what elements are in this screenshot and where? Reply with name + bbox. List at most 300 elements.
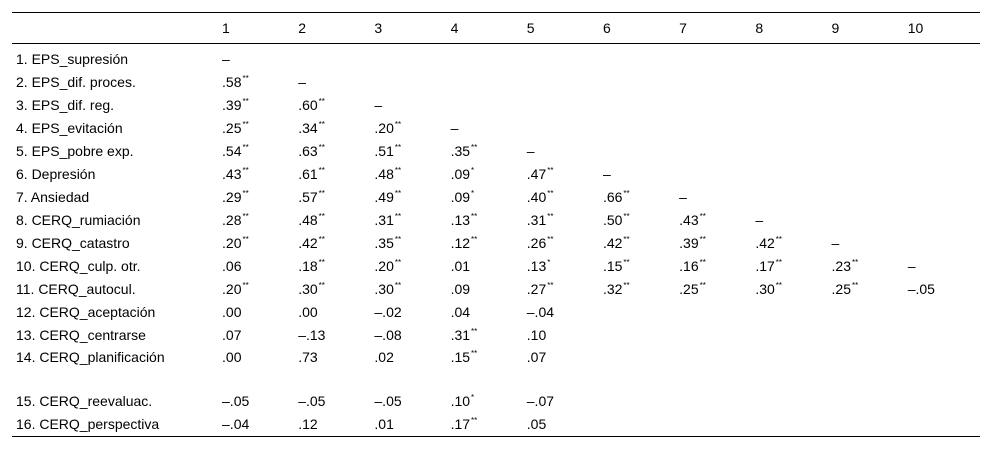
significance-marker: ** [242, 166, 249, 175]
cell-value: .43 [222, 166, 242, 182]
significance-marker: ** [547, 212, 554, 221]
significance-marker: ** [851, 281, 859, 290]
header-cell-col-10: 10 [904, 13, 980, 44]
header-cell-col-6: 6 [599, 13, 675, 44]
significance-marker: ** [623, 212, 630, 221]
significance-marker: ** [242, 120, 249, 129]
cell-value: .34 [298, 120, 318, 136]
table-cell [218, 232, 294, 255]
significance-marker: ** [623, 281, 630, 290]
cell-value: .06 [222, 258, 242, 274]
table-cell [751, 390, 827, 413]
cell-value: .35 [374, 235, 394, 251]
cell-value: –.05 [298, 393, 326, 409]
table-cell [751, 94, 827, 117]
significance-marker: ** [547, 166, 554, 175]
cell-value: .42 [755, 235, 775, 251]
table-cell [523, 347, 599, 390]
significance-marker: ** [318, 97, 325, 106]
cell-value: –.05 [222, 393, 250, 409]
table-row [12, 255, 980, 278]
table-cell [675, 94, 751, 117]
table-cell [523, 324, 599, 347]
table-cell [370, 347, 446, 390]
row-label: 4. EPS_evitación [16, 120, 123, 136]
table-row [12, 324, 980, 347]
row-label: 12. CERQ_aceptación [16, 304, 156, 320]
cell-value: .63 [298, 143, 318, 159]
table-cell [828, 44, 904, 72]
cell-value: – [298, 74, 306, 90]
cell-value: – [374, 97, 383, 113]
row-label: 11. CERQ_autocul. [16, 281, 136, 297]
table-cell [828, 232, 904, 255]
header-cell-col-8: 8 [751, 13, 827, 44]
cell-value: .40 [526, 189, 547, 205]
table-cell [447, 71, 523, 94]
cell-value: .23 [831, 258, 851, 274]
table-cell [523, 94, 599, 117]
table-cell [599, 255, 675, 278]
cell-value: .00 [222, 304, 242, 320]
table-cell [675, 117, 751, 140]
table-cell [599, 209, 675, 232]
table-cell [447, 255, 523, 278]
header-cell-col-4: 4 [447, 13, 523, 44]
table-cell [599, 232, 675, 255]
table-cell [218, 44, 294, 72]
table-cell [218, 278, 294, 301]
row-label: 9. CERQ_catastro [16, 235, 130, 251]
cell-value: .20 [374, 258, 394, 274]
row-label: 2. EPS_dif. proces. [16, 74, 136, 90]
table-row [12, 44, 980, 72]
significance-marker: ** [242, 235, 249, 244]
table-row [12, 209, 980, 232]
table-cell [751, 278, 827, 301]
table-cell [218, 163, 294, 186]
table-cell [599, 94, 675, 117]
table-cell [370, 232, 446, 255]
table-cell [447, 232, 523, 255]
cell-value: –.07 [526, 393, 555, 409]
table-cell [294, 209, 370, 232]
table-cell [599, 278, 675, 301]
table-cell [751, 301, 827, 324]
table-cell [675, 232, 751, 255]
table-cell [447, 94, 523, 117]
cell-value: .28 [222, 212, 242, 228]
table-cell [523, 209, 599, 232]
header-cell-col-5: 5 [523, 13, 599, 44]
table-cell [828, 413, 904, 437]
table-cell [599, 390, 675, 413]
cell-value: .42 [602, 235, 623, 251]
table-cell [294, 324, 370, 347]
table-cell [447, 163, 523, 186]
table-cell [294, 390, 370, 413]
row-label: 7. Ansiedad [16, 189, 90, 205]
significance-marker: ** [318, 281, 325, 290]
table-row [12, 71, 980, 94]
table-cell [904, 301, 980, 324]
table-cell [370, 390, 446, 413]
table-cell [828, 94, 904, 117]
table-cell [447, 390, 523, 413]
row-label: 10. CERQ_culp. otr. [16, 258, 141, 274]
significance-marker: ** [851, 258, 859, 267]
cell-value: .15 [602, 258, 623, 274]
table-cell [294, 163, 370, 186]
significance-marker: ** [471, 143, 478, 152]
table-cell [599, 140, 675, 163]
cell-value: – [679, 189, 687, 205]
table-row [12, 163, 980, 186]
table-cell [751, 163, 827, 186]
table-row [12, 413, 980, 437]
significance-marker: * [471, 393, 475, 402]
table-cell [523, 186, 599, 209]
table-cell [675, 390, 751, 413]
header-cell-col-9: 9 [828, 13, 904, 44]
significance-marker: ** [318, 120, 325, 129]
table-cell [904, 324, 980, 347]
table-cell [523, 255, 599, 278]
cell-value: –.02 [374, 304, 402, 320]
cell-value: .30 [374, 281, 394, 297]
row-label: 3. EPS_dif. reg. [16, 97, 115, 113]
table-cell [599, 117, 675, 140]
cell-value: .05 [526, 416, 547, 432]
cell-value: .09 [450, 281, 471, 297]
row-label: 14. CERQ_planificación [16, 349, 165, 365]
cell-value: .25 [222, 120, 242, 136]
significance-marker: ** [242, 74, 249, 83]
row-label: 6. Depresión [16, 166, 96, 182]
table-cell [675, 324, 751, 347]
cell-value: .00 [298, 304, 318, 320]
significance-marker: ** [318, 189, 325, 198]
cell-value: .18 [298, 258, 318, 274]
cell-value: .39 [222, 97, 242, 113]
table-row [12, 140, 980, 163]
table-cell [370, 186, 446, 209]
table-cell [447, 117, 523, 140]
cell-value: .01 [374, 416, 394, 432]
significance-marker: ** [775, 235, 783, 244]
table-cell [294, 117, 370, 140]
table-cell [447, 301, 523, 324]
table-cell [447, 44, 523, 72]
row-label: 5. EPS_pobre exp. [16, 143, 134, 159]
cell-value: .25 [831, 281, 851, 297]
cell-value: .09 [450, 189, 471, 205]
table-cell [675, 255, 751, 278]
table-cell [904, 140, 980, 163]
row-label: 1. EPS_supresión [16, 51, 129, 67]
table-cell [370, 117, 446, 140]
table-cell [370, 163, 446, 186]
significance-marker: ** [318, 235, 325, 244]
significance-marker: ** [471, 235, 478, 244]
table-cell [447, 209, 523, 232]
table-cell [294, 94, 370, 117]
table-cell [828, 71, 904, 94]
cell-value: .42 [298, 235, 318, 251]
cell-value: – [450, 120, 459, 136]
cell-value: .12 [450, 235, 471, 251]
cell-value: –.04 [222, 416, 250, 432]
table-cell [675, 278, 751, 301]
table-cell [218, 324, 294, 347]
cell-value: .31 [450, 327, 471, 343]
table-cell [447, 413, 523, 437]
table-cell [523, 413, 599, 437]
cell-value: .32 [602, 281, 623, 297]
table-cell [218, 301, 294, 324]
table-cell [523, 71, 599, 94]
cell-value: .13 [526, 258, 547, 274]
table-cell [751, 117, 827, 140]
cell-value: .04 [450, 304, 471, 320]
cell-value: – [907, 258, 916, 274]
table-cell [599, 301, 675, 324]
cell-value: .10 [526, 327, 547, 343]
table-cell [904, 347, 980, 390]
table-cell [675, 347, 751, 390]
table-cell [447, 140, 523, 163]
table-cell [675, 44, 751, 72]
cell-value: – [755, 212, 764, 228]
significance-marker: ** [699, 212, 706, 221]
table-row [12, 278, 980, 301]
table-cell [828, 209, 904, 232]
cell-value: .10 [450, 393, 471, 409]
table-cell [751, 44, 827, 72]
table-cell [370, 209, 446, 232]
table-cell [751, 186, 827, 209]
table-cell [294, 255, 370, 278]
cell-value: .20 [222, 235, 242, 251]
table-cell [523, 44, 599, 72]
cell-value: .15 [450, 349, 471, 365]
table-cell [523, 278, 599, 301]
significance-marker: ** [394, 258, 402, 267]
significance-marker: ** [394, 166, 402, 175]
cell-value: .31 [526, 212, 547, 228]
cell-value: .58 [222, 74, 242, 90]
table-cell [218, 140, 294, 163]
significance-marker: ** [775, 258, 783, 267]
significance-marker: ** [471, 416, 478, 425]
table-cell [828, 255, 904, 278]
table-cell [599, 324, 675, 347]
table-cell [599, 44, 675, 72]
header-cell-col-2: 2 [294, 13, 370, 44]
row-label: 16. CERQ_perspectiva [12, 413, 218, 437]
cell-value: .48 [374, 166, 394, 182]
cell-value: .01 [450, 258, 471, 274]
cell-value: .31 [374, 212, 394, 228]
table-cell [370, 94, 446, 117]
cell-value: .00 [222, 349, 242, 365]
table-cell [675, 71, 751, 94]
correlation-table [12, 12, 980, 437]
significance-marker: ** [242, 97, 249, 106]
table-cell [447, 347, 523, 390]
table-cell [904, 390, 980, 413]
table-cell [370, 71, 446, 94]
table-cell [370, 324, 446, 347]
header-cell-col-3: 3 [370, 13, 446, 44]
table-cell [599, 71, 675, 94]
table-cell [218, 186, 294, 209]
significance-marker: ** [318, 212, 325, 221]
table-cell [294, 301, 370, 324]
row-label: 13. CERQ_centrarse [16, 327, 146, 343]
significance-marker: ** [471, 327, 478, 336]
table-cell [828, 186, 904, 209]
table-cell [370, 44, 446, 72]
table-cell [751, 232, 827, 255]
cell-value: .13 [450, 212, 471, 228]
table-cell [523, 232, 599, 255]
header-cell-label [12, 13, 218, 44]
table-cell [294, 140, 370, 163]
table-cell [904, 232, 980, 255]
cell-value: .60 [298, 97, 318, 113]
cell-value: .49 [374, 189, 394, 205]
table-cell [675, 209, 751, 232]
cell-value: .39 [679, 235, 699, 251]
cell-value: .07 [526, 349, 547, 365]
table-cell [828, 324, 904, 347]
table-cell [218, 71, 294, 94]
significance-marker: ** [471, 212, 478, 221]
table-cell [904, 117, 980, 140]
table-cell [751, 71, 827, 94]
table-row [12, 347, 980, 390]
table-cell [294, 278, 370, 301]
table-cell [523, 390, 599, 413]
significance-marker: ** [318, 166, 325, 175]
cell-value: .26 [526, 235, 547, 251]
table-cell [828, 347, 904, 390]
cell-value: .57 [298, 189, 318, 205]
significance-marker: ** [623, 189, 630, 198]
significance-marker: ** [318, 143, 325, 152]
table-cell [751, 324, 827, 347]
cell-value: .73 [298, 349, 318, 365]
table-cell [599, 347, 675, 390]
table-cell [370, 140, 446, 163]
table-cell [751, 255, 827, 278]
row-label: 15. CERQ_reevaluac. [16, 393, 153, 409]
table-body [12, 44, 980, 437]
significance-marker: ** [394, 235, 402, 244]
cell-value: .27 [526, 281, 547, 297]
significance-marker: ** [242, 143, 249, 152]
table-cell [294, 413, 370, 437]
table-cell [828, 117, 904, 140]
table-cell [904, 255, 980, 278]
significance-marker: ** [394, 212, 402, 221]
significance-marker: ** [471, 349, 478, 358]
table-row [12, 94, 980, 117]
cell-value: .16 [679, 258, 699, 274]
table-cell [751, 347, 827, 390]
table-cell [370, 255, 446, 278]
cell-value: .25 [679, 281, 699, 297]
cell-value: .09 [450, 166, 471, 182]
table-cell [599, 413, 675, 437]
significance-marker: ** [775, 281, 783, 290]
cell-value: –.05 [907, 281, 935, 297]
table-cell [904, 413, 980, 437]
table-cell [904, 44, 980, 72]
row-label: 8. CERQ_rumiación [16, 212, 141, 228]
table-cell [523, 117, 599, 140]
table-cell [904, 163, 980, 186]
significance-marker: ** [547, 189, 554, 198]
table-cell [751, 209, 827, 232]
significance-marker: ** [394, 281, 402, 290]
table-cell [828, 163, 904, 186]
table-cell [904, 186, 980, 209]
significance-marker: ** [699, 281, 706, 290]
table-cell [294, 347, 370, 390]
table-cell [294, 71, 370, 94]
table-cell [904, 209, 980, 232]
table-cell [523, 301, 599, 324]
cell-value: .43 [679, 212, 699, 228]
cell-value: – [602, 166, 611, 182]
table-header-row [12, 13, 980, 44]
table-row [12, 186, 980, 209]
table-cell [751, 413, 827, 437]
cell-value: .35 [450, 143, 471, 159]
cell-value: –.08 [374, 327, 402, 343]
table-cell [218, 255, 294, 278]
cell-value: .20 [374, 120, 394, 136]
cell-value: .29 [222, 189, 242, 205]
significance-marker: ** [699, 258, 706, 267]
significance-marker: ** [623, 258, 630, 267]
table-cell [218, 209, 294, 232]
table-cell [370, 301, 446, 324]
header-cell-col-7: 7 [675, 13, 751, 44]
significance-marker: ** [547, 281, 554, 290]
significance-marker: * [547, 258, 551, 267]
table-cell [675, 186, 751, 209]
table-cell [599, 186, 675, 209]
table-cell [523, 163, 599, 186]
table-cell [828, 301, 904, 324]
cell-value: .66 [602, 189, 623, 205]
table-cell [904, 278, 980, 301]
significance-marker: ** [394, 143, 402, 152]
table-cell [599, 163, 675, 186]
significance-marker: * [471, 189, 475, 198]
cell-value: –.04 [526, 304, 555, 320]
cell-value: –.13 [298, 327, 326, 343]
table-cell [294, 186, 370, 209]
table-cell [370, 413, 446, 437]
significance-marker: ** [699, 235, 706, 244]
header-cell-col-1: 1 [218, 13, 294, 44]
cell-value: .12 [298, 416, 318, 432]
table-cell [218, 347, 294, 390]
